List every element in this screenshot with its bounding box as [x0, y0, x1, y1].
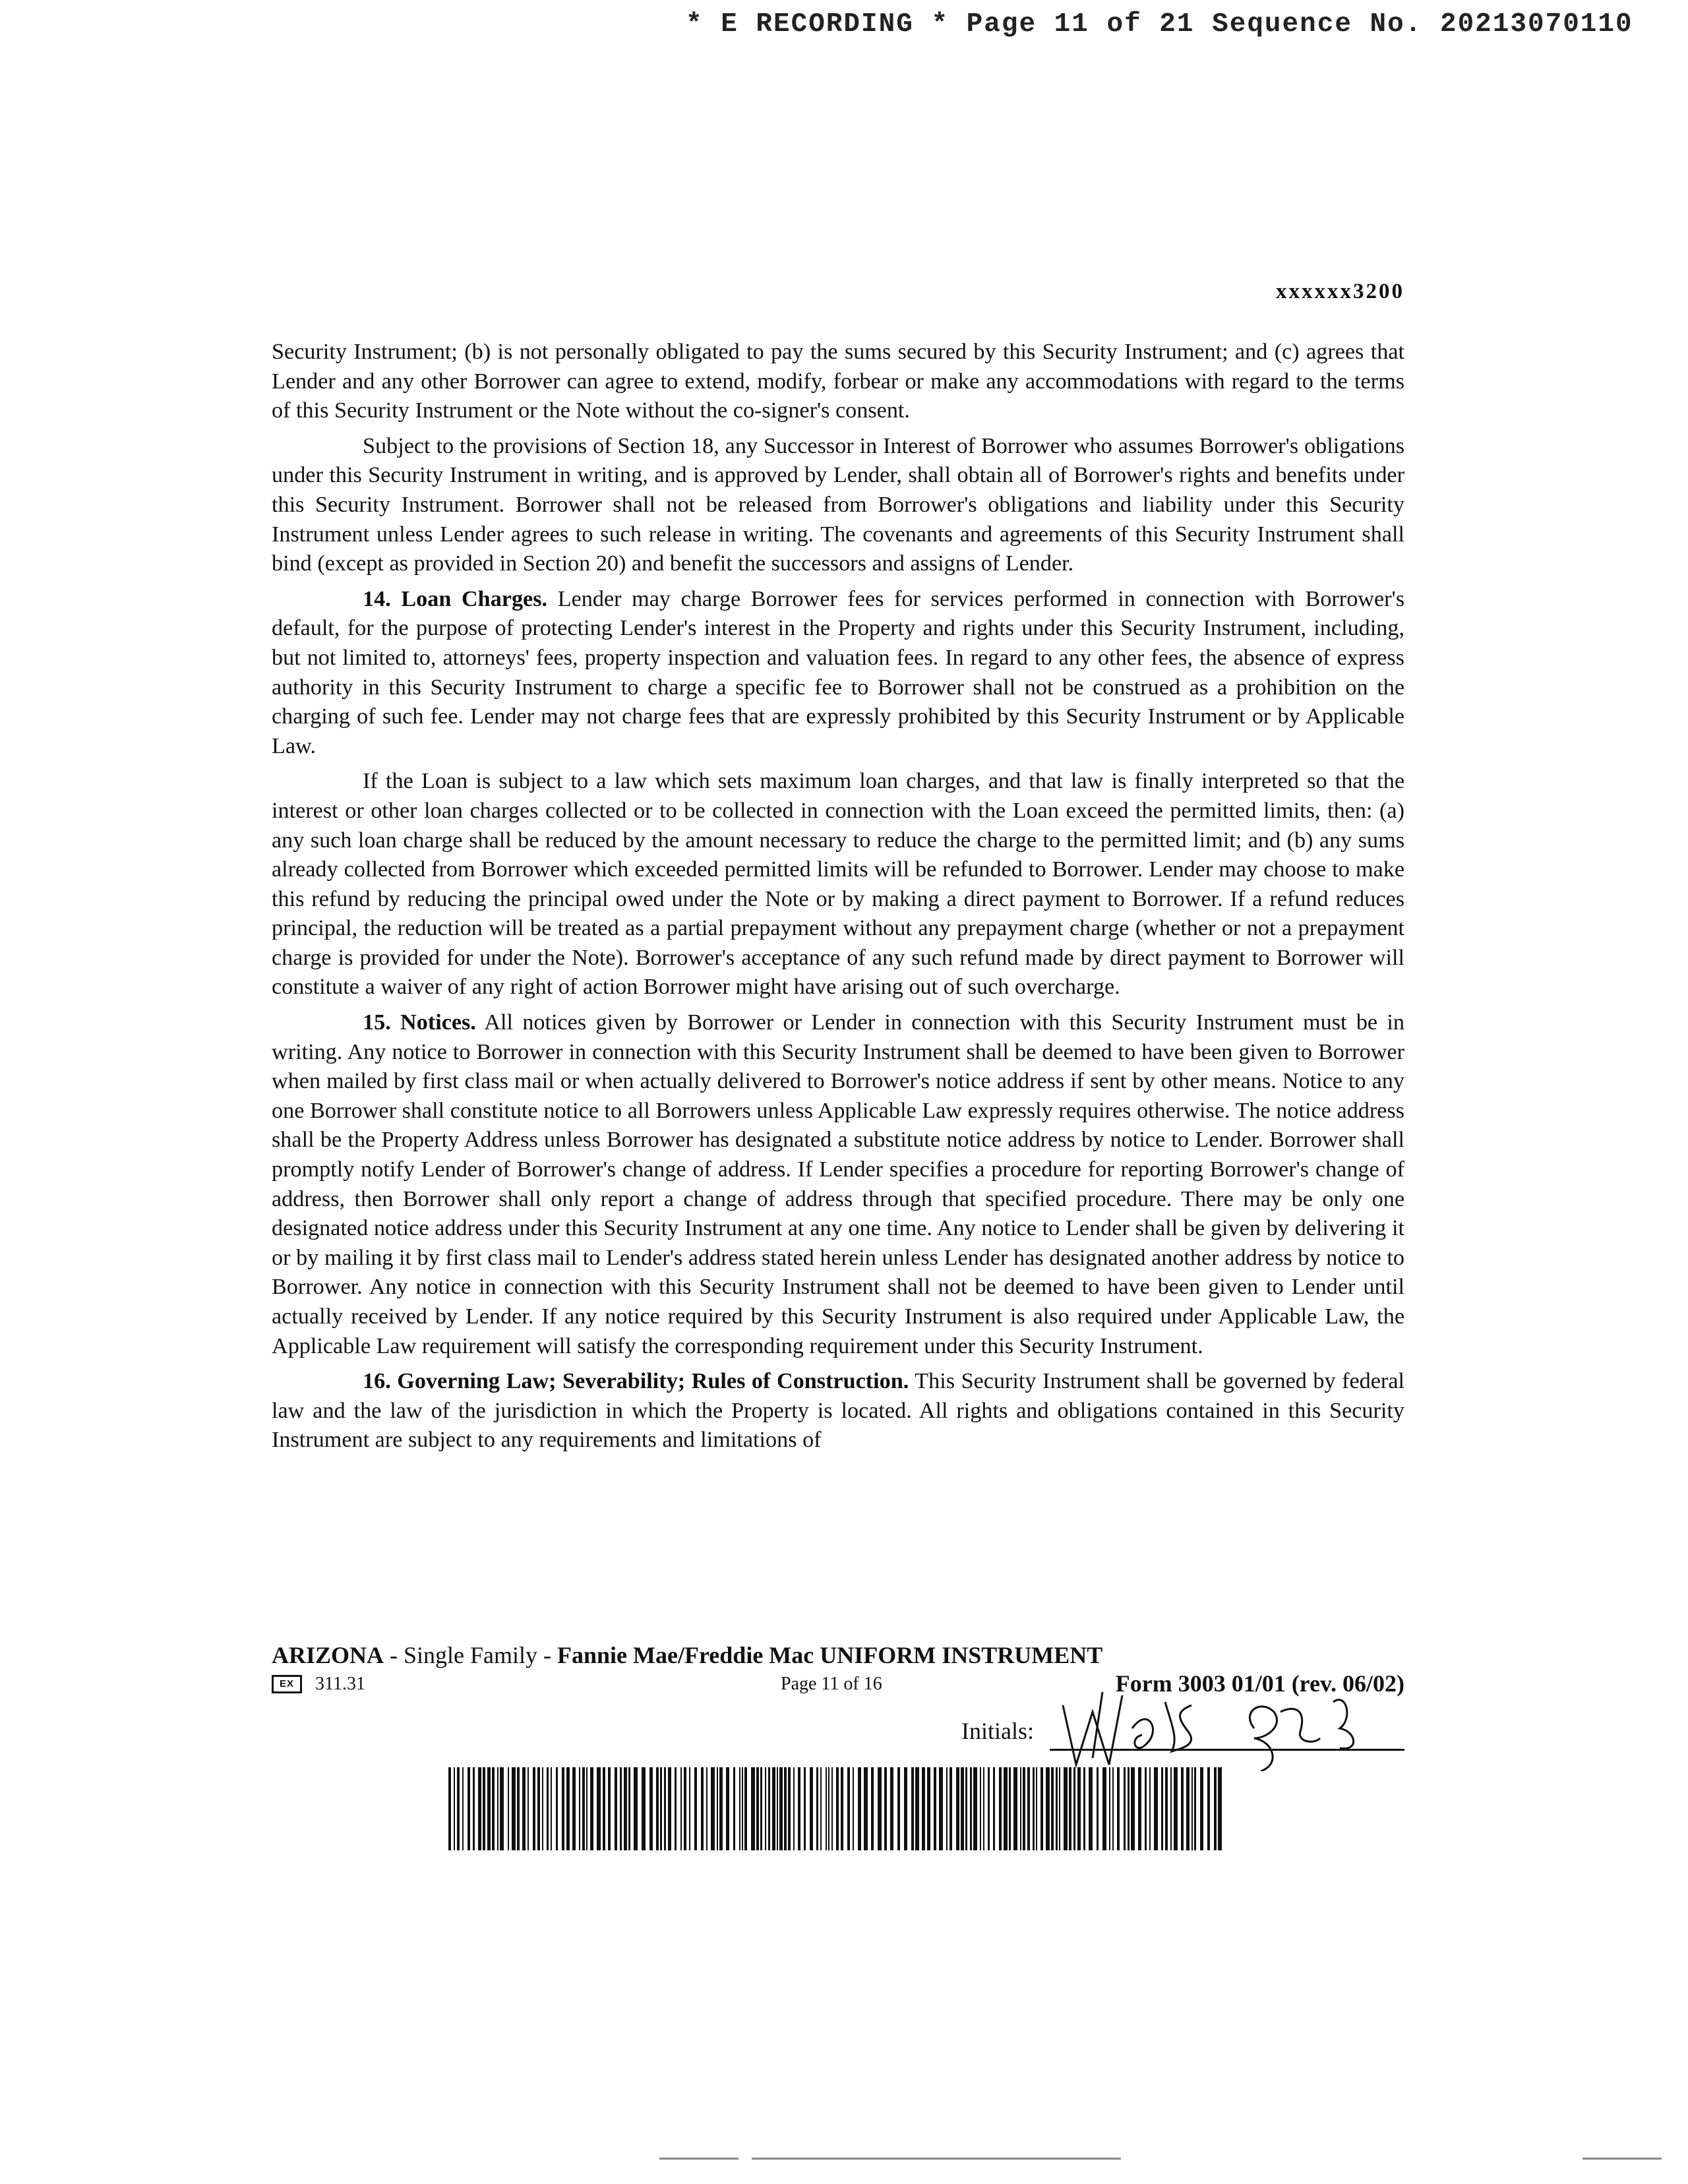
- barcode-bar: [603, 1767, 605, 1850]
- paragraph-notices: [272, 1008, 1404, 1361]
- barcode-bar: [454, 1767, 455, 1850]
- barcode-bar: [528, 1767, 529, 1850]
- barcode-bar: [701, 1767, 704, 1850]
- form-title-separator: - Single Family -: [384, 1642, 558, 1668]
- barcode-bar: [946, 1767, 948, 1850]
- barcode-bar: [927, 1767, 930, 1850]
- barcode-bar: [467, 1767, 470, 1850]
- barcode-bar: [890, 1767, 893, 1850]
- barcode-bar: [694, 1767, 697, 1850]
- barcode-bar: [993, 1767, 995, 1850]
- paragraph-text: All notices given by Borrower or Lender in connection with this Security Instrument must be in writing. Any notice to Borrower in connection with this Security Instrument shall be deemed to have been given to Borrower when mailed by first class mail or when actually delivered to Borrower's notice address if sent by other means. Notice to any one Borrower shall constitute notice to all Borrowers unless Applicable Law expressly requires otherwise. The notice address shall be the Property Address unless Borrower has designated a substitute notice address by notice to Lender. Borrower shall promptly notify Lender of Borrower's change of address. If Lender specifies a procedure for reporting Borrower's change of address, then Borrower shall only report a change of address through that specified procedure. There may be only one designated notice address under this Security Instrument at any one time. Any notice to Lender shall be given by delivering it or by mailing it by first class mail to Lender's address stated herein unless Lender has designated another address by notice to Borrower. Any notice in connection with this Security Instrument shall not be deemed to have been given to Lender until actually received by Lender. If any notice required by this Security Instrument is also required under Applicable Law, the Applicable Law requirement will satisfy the corresponding requirement under this Security Instrument.: [272, 1010, 1404, 1358]
- paragraph-governing-law: [272, 1367, 1404, 1455]
- barcode-bar: [1165, 1767, 1168, 1850]
- barcode-bar: [847, 1767, 850, 1850]
- barcode-bar: [717, 1767, 718, 1850]
- barcode-bar: [1059, 1767, 1060, 1850]
- state-name: ARIZONA: [272, 1642, 384, 1668]
- barcode-bar: [473, 1767, 475, 1850]
- barcode-bar: [1027, 1767, 1030, 1850]
- barcode-bar: [911, 1767, 914, 1850]
- barcode-bar: [793, 1767, 795, 1850]
- barcode-bar: [744, 1767, 747, 1850]
- paragraph: [272, 432, 1404, 579]
- barcode-bar: [950, 1767, 952, 1850]
- barcode-bar: [915, 1767, 919, 1850]
- barcode-bar: [512, 1767, 516, 1850]
- barcode-bar: [1194, 1767, 1196, 1850]
- barcode-bar: [760, 1767, 762, 1850]
- barcode-bar: [871, 1767, 874, 1850]
- form-code: 311.31: [315, 1674, 365, 1694]
- barcode-bar: [620, 1767, 622, 1850]
- paragraph: [272, 767, 1404, 1002]
- barcode-bar: [675, 1767, 677, 1850]
- barcode-bar: [642, 1767, 646, 1850]
- paragraph: [272, 338, 1404, 426]
- barcode-bar: [836, 1767, 839, 1850]
- barcode-bar: [1036, 1767, 1037, 1850]
- barcode-bar: [537, 1767, 540, 1850]
- barcode-bar: [508, 1767, 509, 1850]
- barcode-bar: [579, 1767, 580, 1850]
- barcode-bar: [680, 1767, 682, 1850]
- barcode-bar: [1046, 1767, 1050, 1850]
- barcode-bar: [586, 1767, 588, 1850]
- barcode-bar: [828, 1767, 829, 1850]
- barcode-bar: [1040, 1767, 1043, 1850]
- barcode-bar: [1181, 1767, 1184, 1850]
- paragraph-text: Security Instrument; (b) is not personally obligated to pay the sums secured by this Security Instrument; and (c) agrees that Lender and any other Borrower can agree to extend, modify, forbear or make any accommodations with regard to the terms of this Security Instrument or the Note without the co-signer's consent.: [272, 340, 1404, 423]
- barcode-bar: [742, 1767, 743, 1850]
- barcode-bar: [1056, 1767, 1058, 1850]
- barcode-bar: [831, 1767, 833, 1850]
- barcode-bar: [798, 1767, 800, 1850]
- barcode-bar: [784, 1767, 787, 1850]
- barcode-bar: [772, 1767, 775, 1850]
- barcode-bar: [711, 1767, 715, 1850]
- scan-artifact: [1582, 2158, 1662, 2160]
- barcode-bar: [765, 1767, 766, 1850]
- barcode-bar: [864, 1767, 868, 1850]
- barcode-bar: [668, 1767, 671, 1850]
- barcode-bar: [556, 1767, 558, 1850]
- barcode-bar: [1069, 1767, 1071, 1850]
- document-barcode: [448, 1767, 1228, 1850]
- barcode-bar: [788, 1767, 791, 1850]
- barcode-bar: [542, 1767, 543, 1850]
- barcode-bar: [1154, 1767, 1158, 1850]
- barcode-bar: [547, 1767, 549, 1850]
- barcode-bar: [649, 1767, 653, 1850]
- barcode-bar: [689, 1767, 690, 1850]
- section-heading: 15. Notices.: [363, 1010, 476, 1035]
- barcode-bar: [566, 1767, 570, 1850]
- barcode-bar: [478, 1767, 481, 1850]
- barcode-bar: [904, 1767, 907, 1850]
- barcode-bar: [1200, 1767, 1203, 1850]
- barcode-bar: [684, 1767, 686, 1850]
- barcode-bar: [934, 1767, 936, 1850]
- barcode-bar: [624, 1767, 627, 1850]
- barcode-bar: [483, 1767, 485, 1850]
- barcode-bar: [1023, 1767, 1025, 1850]
- barcode-bar: [590, 1767, 593, 1850]
- barcode-bar: [1170, 1767, 1172, 1850]
- barcode-bar: [858, 1767, 861, 1850]
- barcode-bar: [756, 1767, 759, 1850]
- section-heading: 16. Governing Law; Severability; Rules of Construction.: [363, 1369, 909, 1394]
- barcode-bar: [597, 1767, 601, 1850]
- barcode-bar: [939, 1767, 943, 1850]
- barcode-bar: [487, 1767, 491, 1850]
- barcode-bar: [768, 1767, 770, 1850]
- barcode-bar: [533, 1767, 535, 1850]
- barcode-bar: [1138, 1767, 1141, 1850]
- barcode-bar: [980, 1767, 981, 1850]
- barcode-bar: [779, 1767, 783, 1850]
- barcode-bar: [1097, 1767, 1099, 1850]
- barcode-bar: [634, 1767, 638, 1850]
- form-footer: [272, 1641, 1404, 1753]
- barcode-bar: [922, 1767, 925, 1850]
- paragraph-loan-charges: [272, 585, 1404, 762]
- barcode-bar: [1124, 1767, 1126, 1850]
- barcode-bar: [448, 1767, 451, 1850]
- barcode-bar: [1077, 1767, 1081, 1850]
- barcode-bar: [1145, 1767, 1147, 1850]
- barcode-bar: [1083, 1767, 1085, 1850]
- barcode-bar: [551, 1767, 552, 1850]
- barcode-bar: [664, 1767, 666, 1850]
- barcode-bar: [497, 1767, 498, 1850]
- handwritten-initials: [1056, 1666, 1399, 1771]
- barcode-bar: [1051, 1767, 1054, 1850]
- barcode-bar: [660, 1767, 662, 1850]
- barcode-bar: [816, 1767, 818, 1850]
- barcode-bar: [1089, 1767, 1093, 1850]
- barcode-bar: [970, 1767, 972, 1850]
- barcode-bar: [878, 1767, 882, 1850]
- barcode-bar: [1128, 1767, 1130, 1850]
- barcode-bar: [706, 1767, 708, 1850]
- barcode-bar: [884, 1767, 887, 1850]
- barcode-bar: [462, 1767, 464, 1850]
- barcode-bar: [1174, 1767, 1178, 1850]
- loan-number: xxxxxx3200: [1276, 280, 1404, 303]
- scan-artifact: [659, 2158, 738, 2160]
- paragraph-text: This Security Instrument shall be governed by federal law and the law of the jurisdiction in which the Property is located. All rights and obligations contained in this Security Instrument are subject to any requirements and limitations of: [272, 1369, 1404, 1453]
- barcode-bar: [804, 1767, 806, 1850]
- barcode-bar: [608, 1767, 611, 1850]
- initials-row: [272, 1700, 1404, 1753]
- barcode-bar: [733, 1767, 735, 1850]
- barcode-bar: [1186, 1767, 1190, 1850]
- paragraph-text: Lender may charge Borrower fees for services performed in connection with Borrower's default, for the purpose of protecting Lender's interest in the Property and rights under this Security Instrument, including, but not limited to, attorneys' fees, property inspection and valuation fees. In regard to any other fees, the absence of express authority in this Security Instrument to charge a specific fee to Borrower shall not be construed as a prohibition on the charging of such fee. Lender may not charge fees that are expressly prohibited by this Security Instrument or by Applicable Law.: [272, 586, 1404, 758]
- barcode-bar: [1207, 1767, 1210, 1850]
- barcode-bar: [751, 1767, 755, 1850]
- barcode-bar: [1149, 1767, 1151, 1850]
- barcode-bar: [1064, 1767, 1068, 1850]
- barcode-bar: [777, 1767, 778, 1850]
- ex-logo-icon: EX: [272, 1675, 302, 1693]
- barcode-bar: [1033, 1767, 1035, 1850]
- barcode-bar: [522, 1767, 526, 1850]
- barcode-bar: [973, 1767, 977, 1850]
- barcode-bar: [719, 1767, 723, 1850]
- barcode-bar: [1161, 1767, 1163, 1850]
- barcode-bar: [457, 1767, 460, 1850]
- barcode-bar: [628, 1767, 630, 1850]
- barcode-bar: [726, 1767, 729, 1850]
- barcode-bar: [1102, 1767, 1106, 1850]
- barcode-bar: [1112, 1767, 1114, 1850]
- barcode-bar: [820, 1767, 822, 1850]
- barcode-bar: [961, 1767, 964, 1850]
- barcode-bar: [1073, 1767, 1075, 1850]
- paragraph-text: If the Loan is subject to a law which sets maximum loan charges, and that law is finally interpreted so that the interest or other loan charges collected or to be collected in connection with the Loan exceed the permitted limits, then: (a) any such loan charge shall be reduced by the amount necessary to reduce the charge to the permitted limit; and (b) any sums already collected from Borrower which exceeded permitted limits will be refunded to Borrower. Lender may choose to make this refund by reducing the principal owed under the Note or by making a direct payment to Borrower. If a refund reduces principal, the reduction will be treated as a partial prepayment without any prepayment charge (whether or not a prepayment charge is provided for under the Note). Borrower's acceptance of any such refund made by direct payment to Borrower will constitute a waiver of any right of action Borrower might have arising out of such overcharge.: [272, 769, 1404, 1000]
- barcode-bar: [810, 1767, 813, 1850]
- barcode-bar: [999, 1767, 1002, 1850]
- barcode-bar: [1214, 1767, 1217, 1850]
- barcode-bar: [956, 1767, 959, 1850]
- barcode-bar: [1191, 1767, 1193, 1850]
- barcode-bar: [739, 1767, 740, 1850]
- barcode-bar: [826, 1767, 827, 1850]
- barcode-bar: [853, 1767, 854, 1850]
- barcode-bar: [582, 1767, 585, 1850]
- barcode-bar: [517, 1767, 520, 1850]
- form-number: Form 3003 01/01 (rev. 06/02): [1115, 1670, 1404, 1697]
- barcode-bar: [1013, 1767, 1017, 1850]
- barcode-bar: [965, 1767, 967, 1850]
- document-body: [272, 338, 1404, 1461]
- initials-label: Initials:: [961, 1718, 1034, 1744]
- barcode-bar: [1218, 1767, 1222, 1850]
- page-number: Page 11 of 16: [781, 1674, 882, 1694]
- barcode-bar: [1004, 1767, 1008, 1850]
- barcode-bar: [615, 1767, 617, 1850]
- barcode-bar: [1009, 1767, 1011, 1850]
- barcode-bar: [656, 1767, 659, 1850]
- barcode-bar: [841, 1767, 843, 1850]
- section-heading: 14. Loan Charges.: [363, 586, 548, 611]
- barcode-bar: [492, 1767, 495, 1850]
- barcode-bar: [1109, 1767, 1110, 1850]
- barcode-bar: [988, 1767, 990, 1850]
- recording-banner: * E RECORDING * Page 11 of 21 Sequence No. 20213070110: [686, 9, 1633, 40]
- instrument-name: Fannie Mae/Freddie Mac UNIFORM INSTRUMENT: [557, 1642, 1103, 1668]
- barcode-bar: [572, 1767, 576, 1850]
- barcode-bar: [1020, 1767, 1021, 1850]
- barcode-bar: [562, 1767, 564, 1850]
- barcode-bar: [897, 1767, 900, 1850]
- barcode-bar: [500, 1767, 504, 1850]
- paragraph-text: Subject to the provisions of Section 18, any Successor in Interest of Borrower who assumes Borrower's obligations under this Security Instrument in writing, and is approved by Lender, shall obtain all of Borrower's rights and benefits under this Security Instrument. Borrower shall not be released from Borrower's obligations and liability under this Security Instrument unless Lender agrees to such release in writing. The covenants and agreements of this Security Instrument shall bind (except as provided in Section 20) and benefit the successors and assigns of Lender.: [272, 433, 1404, 576]
- barcode-bar: [1131, 1767, 1135, 1850]
- barcode-bar: [1117, 1767, 1120, 1850]
- scan-artifact: [752, 2158, 1121, 2160]
- barcode-bar: [983, 1767, 984, 1850]
